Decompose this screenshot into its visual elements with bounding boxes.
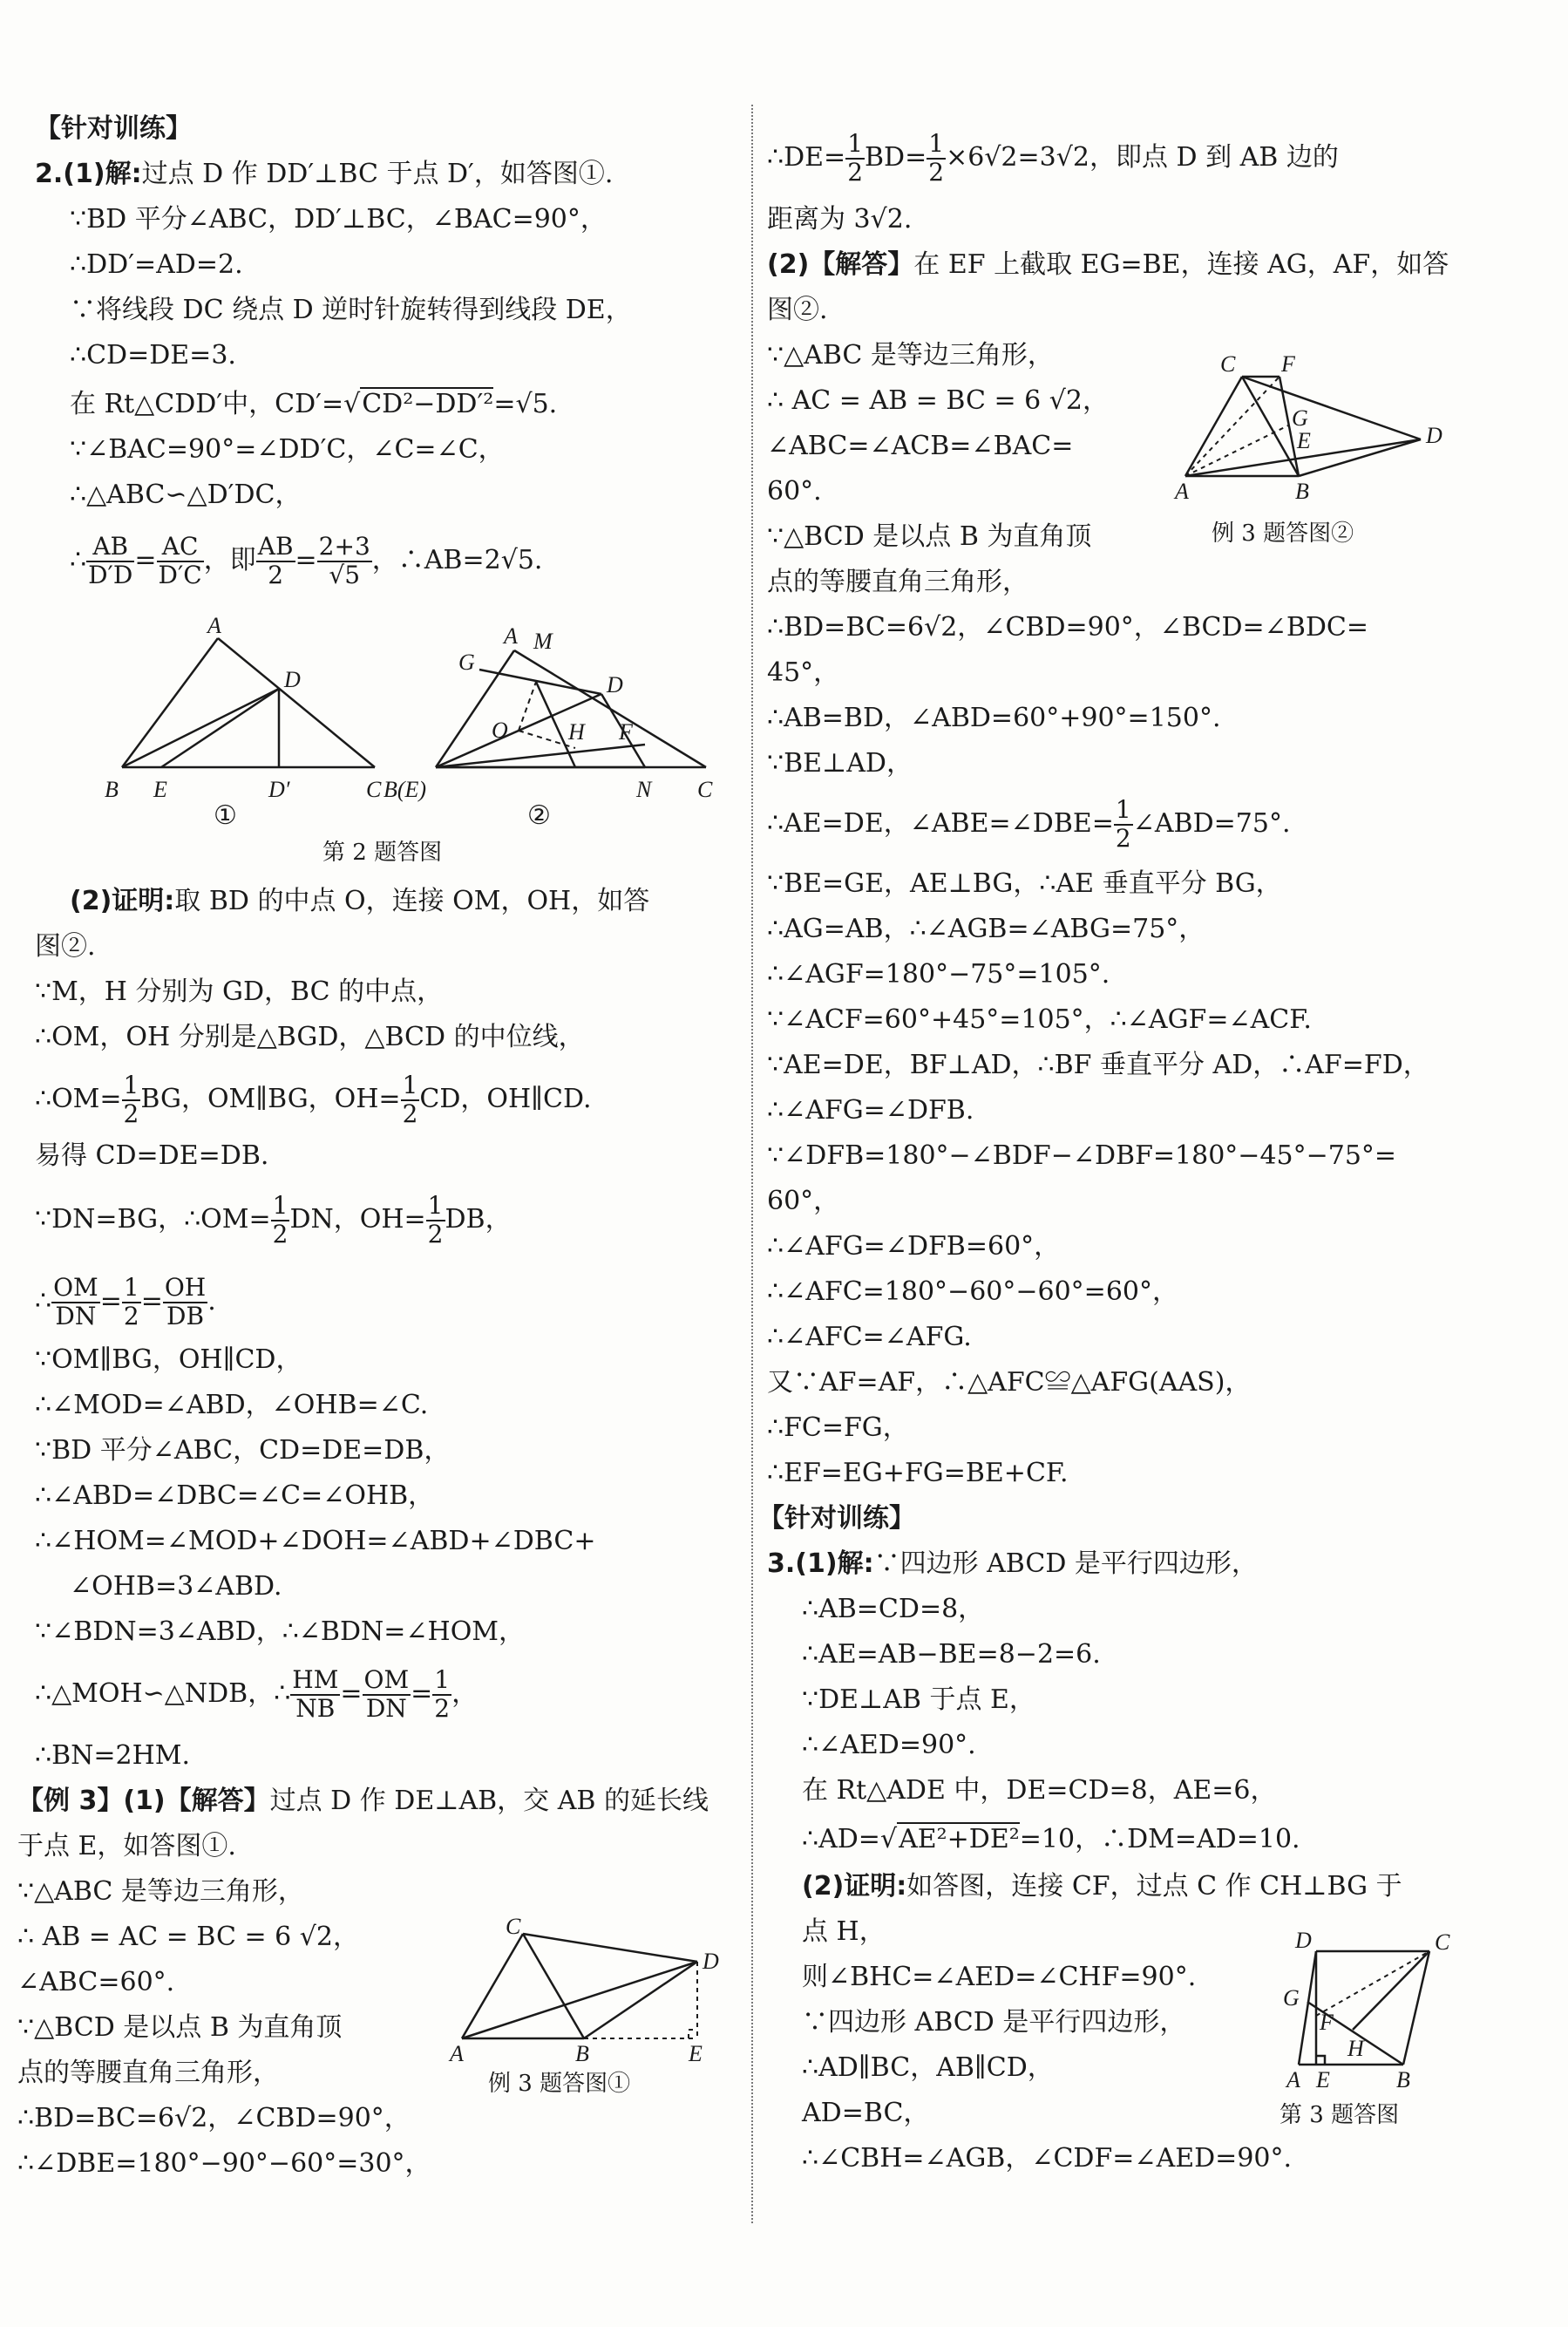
fraction: $\frac{1}{2}$ xyxy=(434,1665,451,1723)
figure-caption: 第 3 题答图 xyxy=(1280,2102,1400,2128)
line: ∴∠AFG=∠DFB. xyxy=(767,1095,974,1126)
line-fraction xyxy=(767,793,1290,854)
label-c: C xyxy=(366,777,382,802)
answer-label: (2)【解答】 xyxy=(767,249,914,280)
line xyxy=(767,248,1449,282)
line-fraction xyxy=(70,530,542,591)
text: ∠ABD=75°. xyxy=(1132,808,1291,839)
line: 点 H， xyxy=(802,1916,886,1947)
label-b: B xyxy=(1396,2067,1410,2091)
line: 60°， xyxy=(767,1186,840,1216)
line: ∴FC=FG， xyxy=(767,1412,909,1443)
line: 距离为 3√2. xyxy=(767,204,913,235)
line: ∴∠AGF=180°−75°=105°. xyxy=(767,959,1110,990)
answer-label: (1)解: xyxy=(795,1548,874,1579)
line: ∴∠AFC=180°−60°−60°=60°， xyxy=(767,1276,1178,1307)
question-number: 2. xyxy=(35,159,64,189)
label-b: B xyxy=(575,2041,589,2065)
text: ∴△MOH∽△NDB，∴ xyxy=(35,1678,291,1709)
line: 在 Rt△ADE 中，DE=CD=8，AE=6， xyxy=(802,1775,1277,1806)
text: ∴DE= xyxy=(767,142,846,173)
triangle-diagram-3 xyxy=(445,1908,723,2065)
label-e: E xyxy=(153,777,167,802)
figure-q3 xyxy=(1264,1925,1473,2091)
label-b: B xyxy=(1295,479,1309,502)
text: BG，OM∥BG，OH= xyxy=(140,1084,401,1114)
label-b-e: B(E) xyxy=(384,777,427,802)
line: AD=BC， xyxy=(802,2098,930,2128)
line: ∠OHB=3∠ABD. xyxy=(70,1571,282,1602)
line: ∵DE⊥AB 于点 E， xyxy=(802,1684,1035,1715)
text: 在 EF 上截取 EG=BE，连接 AG，AF，如答 xyxy=(913,249,1449,280)
line: ∴AB=CD=8， xyxy=(802,1594,985,1624)
line: 易得 CD=DE=DB. xyxy=(35,1140,269,1171)
label-h: H xyxy=(1347,2036,1364,2061)
line: 又∵AF=AF，∴△AFC≌△AFG(AAS)， xyxy=(767,1367,1252,1398)
text: ，∴AB=2√5. xyxy=(371,545,543,575)
fraction: $\frac{1}{2}$ xyxy=(123,1273,139,1330)
label-d: D xyxy=(284,667,301,692)
label-a: A xyxy=(1175,479,1189,502)
text: BD= xyxy=(865,142,927,173)
answer-label: (2)证明: xyxy=(70,886,175,916)
label-a: A xyxy=(450,2041,464,2065)
text: 在 Rt△CDD′中，CD′= xyxy=(70,389,344,419)
line: ∵∠BDN=3∠ABD，∴∠BDN=∠HOM， xyxy=(35,1616,526,1647)
line: ∵BD 平分∠ABC，DD′⊥BC，∠BAC=90°， xyxy=(70,204,607,235)
label-g: G xyxy=(1283,1985,1300,2011)
line: ∠ABC=60°. xyxy=(17,1967,175,1997)
figure-q2-1 xyxy=(105,617,401,809)
radicand: AE²+DE² xyxy=(899,1824,1020,1854)
label-e: E xyxy=(689,2041,703,2065)
text: ∴AD= xyxy=(802,1824,880,1854)
triangle-diagram-2 xyxy=(384,617,732,809)
figure-q2-2 xyxy=(384,617,732,809)
answer-label: (2)证明: xyxy=(802,1871,907,1902)
section-heading: 【针对训练】 xyxy=(35,113,192,144)
line: ∵BD 平分∠ABC，CD=DE=DB， xyxy=(35,1435,451,1466)
line: ∴∠AED=90°. xyxy=(802,1730,976,1760)
label-d: D xyxy=(703,1949,719,1974)
label-e: E xyxy=(1316,2067,1330,2091)
line xyxy=(35,157,613,192)
line: ∵△BCD 是以点 B 为直角顶 xyxy=(767,521,1092,552)
line xyxy=(767,1547,1258,1582)
line: 则∠BHC=∠AED=∠CHF=90°. xyxy=(802,1962,1197,1992)
radicand: CD²−DD′² xyxy=(362,389,494,419)
label-d: D xyxy=(607,672,623,697)
text: ∴ xyxy=(35,1286,52,1317)
label-a: A xyxy=(207,617,221,638)
label-f: F xyxy=(1281,351,1295,377)
fraction: $\frac{AB}{D'D}$ xyxy=(88,532,133,589)
fraction: $\frac{OH}{DB}$ xyxy=(164,1273,207,1330)
line-fraction xyxy=(35,1189,512,1250)
line: ∠ABC=∠ACB=∠BAC= xyxy=(767,431,1074,461)
line: 于点 E，如答图①. xyxy=(17,1831,236,1861)
line-fraction xyxy=(35,1069,592,1130)
line: 45°， xyxy=(767,657,840,688)
line xyxy=(70,884,649,919)
parallelogram-diagram xyxy=(1264,1925,1473,2091)
line: ∴∠AFG=∠DFB=60°， xyxy=(767,1231,1061,1262)
line: ∴∠MOD=∠ABD，∠OHB=∠C. xyxy=(35,1390,429,1420)
line: ∵OM∥BG，OH∥CD， xyxy=(35,1344,302,1375)
text: DB， xyxy=(445,1204,512,1235)
label-b: B xyxy=(105,777,119,802)
label-d: D xyxy=(1426,423,1442,448)
line: ∴∠AFC=∠AFG. xyxy=(767,1322,972,1352)
label-c: C xyxy=(697,777,713,802)
line: ∵△BCD 是以点 B 为直角顶 xyxy=(17,2012,343,2043)
text: ， xyxy=(451,1678,479,1709)
fraction: $\frac{AC}{D'C}$ xyxy=(158,532,202,589)
text: ，即 xyxy=(203,545,256,575)
text: 过点 D 作 DD′⊥BC 于点 D′，如答图①. xyxy=(141,159,614,189)
text: ∴ xyxy=(70,545,87,575)
label-c: C xyxy=(1435,1929,1450,1955)
label-m: M xyxy=(533,629,553,654)
text: = xyxy=(340,1678,363,1709)
line: ∵将线段 DC 绕点 D 逆时针旋转得到线段 DE， xyxy=(70,295,632,325)
figure-ex3-2 xyxy=(1168,345,1447,502)
text: = xyxy=(411,1678,433,1709)
line-fraction xyxy=(35,1664,478,1725)
figure-sublabel-1: ① xyxy=(214,800,237,831)
label-a: A xyxy=(1286,2067,1300,2091)
line: 图②. xyxy=(767,295,828,325)
line-fraction xyxy=(767,127,1339,188)
text: 取 BD 的中点 O，连接 OM，OH，如答 xyxy=(174,886,650,916)
label-f: F xyxy=(1320,2010,1334,2035)
line: ∵∠DFB=180°−∠BDF−∠DBF=180°−45°−75°= xyxy=(767,1140,1397,1171)
text: DN，OH= xyxy=(289,1204,426,1235)
line xyxy=(802,1869,1402,1904)
line: ∵四边形 ABCD 是平行四边形， xyxy=(802,2007,1186,2038)
line: 60°. xyxy=(767,476,822,507)
line: ∴BD=BC=6√2，∠CBD=90°，∠BCD=∠BDC= xyxy=(767,612,1369,643)
text: =√5. xyxy=(493,389,558,419)
fraction: $\frac{AB}{2}$ xyxy=(257,532,294,589)
fraction: $\frac{1}{2}$ xyxy=(272,1191,288,1249)
line: ∴ AC = AB = BC = 6 √2， xyxy=(767,385,1109,416)
text: 过点 D 作 DE⊥AB，交 AB 的延长线 xyxy=(269,1786,709,1816)
line-fraction xyxy=(35,1271,216,1332)
line: ∴EF=EG+FG=BE+CF. xyxy=(767,1458,1069,1488)
label-c: C xyxy=(1220,351,1236,377)
text: = xyxy=(134,545,157,575)
fraction: $\frac{1}{2}$ xyxy=(847,129,864,187)
column-divider xyxy=(751,105,753,2223)
label-a: A xyxy=(504,623,518,649)
figure-ex3-1 xyxy=(445,1908,723,2065)
line: ∴∠HOM=∠MOD+∠DOH=∠ABD+∠DBC+ xyxy=(35,1526,596,1556)
line: ∴∠DBE=180°−90°−60°=30°， xyxy=(17,2148,431,2179)
figure-sublabel-2: ② xyxy=(527,800,551,831)
section-heading: 【针对训练】 xyxy=(758,1503,915,1534)
fraction: $\frac{1}{2}$ xyxy=(1115,795,1131,853)
line: ∴ AB = AC = BC = 6 √2， xyxy=(17,1922,359,1952)
text: = xyxy=(99,1286,122,1317)
label-h: H xyxy=(568,719,585,745)
fraction: $\frac{2+3}{√5}$ xyxy=(318,532,370,589)
text: ∵DN=BG，∴OM= xyxy=(35,1204,271,1235)
label-f: F xyxy=(619,719,633,745)
figure-caption: 第 2 题答图 xyxy=(322,840,443,866)
line: ∵∠BAC=90°=∠DD′C，∠C=∠C， xyxy=(70,434,505,465)
line: ∴OM，OH 分别是△BGD，△BCD 的中位线， xyxy=(35,1022,585,1052)
label-d-prime: D′ xyxy=(268,777,290,802)
line: ∴BN=2HM. xyxy=(35,1740,191,1771)
line: 图②. xyxy=(35,931,96,962)
line: ∴AB=BD，∠ABD=60°+90°=150°. xyxy=(767,703,1221,733)
line: ∴AG=AB，∴∠AGB=∠ABG=75°， xyxy=(767,914,1205,944)
question-number: 3. xyxy=(767,1548,796,1579)
fraction: $\frac{HM}{NB}$ xyxy=(292,1665,339,1723)
text: ∵四边形 ABCD 是平行四边形， xyxy=(873,1548,1258,1579)
text: CD，OH∥CD. xyxy=(419,1084,592,1114)
line: ∴DD′=AD=2. xyxy=(70,249,243,280)
answer-label: (1)解: xyxy=(63,159,142,189)
line: ∴AD∥BC，AB∥CD， xyxy=(802,2052,1054,2083)
text: =10，∴DM=AD=10. xyxy=(1019,1824,1300,1854)
text: ∴OM= xyxy=(35,1084,122,1114)
fraction: $\frac{OM}{DN}$ xyxy=(363,1665,410,1723)
label-n: N xyxy=(636,777,652,802)
example-label: 【例 3】(1)【解答】 xyxy=(17,1786,270,1816)
line xyxy=(17,1784,709,1819)
text: 如答图，连接 CF，过点 C 作 CH⊥BG 于 xyxy=(906,1871,1402,1902)
line: ∵M，H 分别为 GD，BC 的中点， xyxy=(35,976,444,1007)
label-c: C xyxy=(506,1914,521,1939)
label-o: O xyxy=(492,718,508,743)
fraction: $\frac{1}{2}$ xyxy=(402,1071,418,1128)
line: ∵∠ACF=60°+45°=105°，∴∠AGF=∠ACF. xyxy=(767,1004,1312,1035)
text: . xyxy=(207,1286,216,1317)
fraction: $\frac{1}{2}$ xyxy=(928,129,945,187)
figure-caption: 例 3 题答图① xyxy=(488,2071,631,2097)
line: ∵AE=DE，BF⊥AD，∴BF 垂直平分 AD，∴AF=FD， xyxy=(767,1050,1429,1080)
text: = xyxy=(140,1286,163,1317)
line: ∴BD=BC=6√2，∠CBD=90°， xyxy=(17,2103,411,2133)
label-d: D xyxy=(1295,1928,1312,1953)
label-e: E xyxy=(1297,428,1311,453)
line: ∵BE=GE，AE⊥BG，∴AE 垂直平分 BG， xyxy=(767,868,1282,899)
line: 点的等腰直角三角形， xyxy=(17,2058,279,2088)
line: ∵BE⊥AD， xyxy=(767,748,913,779)
text: ×6√2=3√2，即点 D 到 AB 边的 xyxy=(946,142,1339,173)
text: = xyxy=(295,545,317,575)
line: ∴∠CBH=∠AGB，∠CDF=∠AED=90°. xyxy=(802,2143,1293,2174)
figure-caption: 例 3 题答图② xyxy=(1212,521,1354,547)
line: ∴AE=AB−BE=8−2=6. xyxy=(802,1639,1101,1670)
fraction: $\frac{1}{2}$ xyxy=(427,1191,444,1249)
line: ∴CD=DE=3. xyxy=(70,340,236,371)
line: ∴AD=√AE²+DE²=10，∴DM=AD=10. xyxy=(802,1824,1300,1854)
line: ∵△ABC 是等边三角形， xyxy=(767,340,1054,371)
label-g: G xyxy=(458,650,475,675)
triangle-diagram-4 xyxy=(1168,345,1447,502)
line: 点的等腰直角三角形， xyxy=(767,567,1028,597)
fraction: $\frac{OM}{DN}$ xyxy=(53,1273,98,1330)
label-g: G xyxy=(1292,405,1308,431)
triangle-diagram-1 xyxy=(105,617,401,809)
line: ∵△ABC 是等边三角形， xyxy=(17,1876,304,1907)
line: ∴△ABC∽△D′DC， xyxy=(70,480,302,510)
fraction: $\frac{1}{2}$ xyxy=(123,1071,139,1128)
line: ∴∠ABD=∠DBC=∠C=∠OHB， xyxy=(35,1480,435,1511)
text: ∴AE=DE，∠ABE=∠DBE= xyxy=(767,808,1114,839)
line: 在 Rt△CDD′中，CD′=√CD²−DD′²=√5. xyxy=(70,389,558,419)
